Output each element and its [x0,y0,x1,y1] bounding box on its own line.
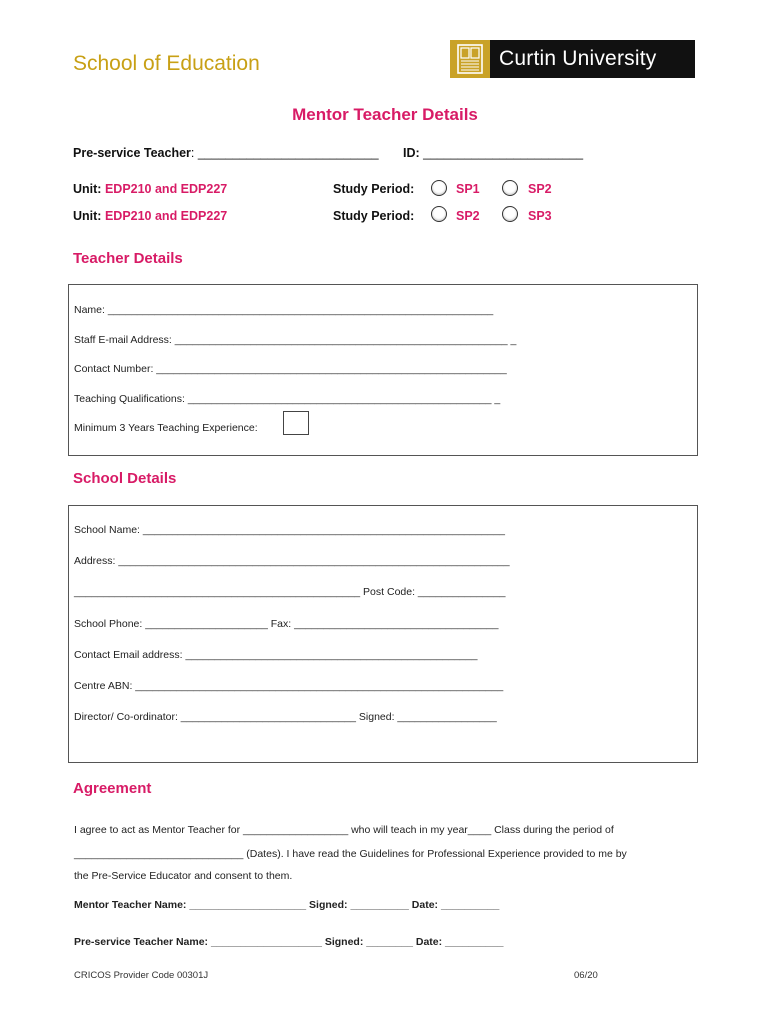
id-line: _______________________ [419,146,584,160]
agreement-heading: Agreement [73,780,152,797]
unit-label: Unit: [73,182,102,196]
experience-label: Minimum 3 Years Teaching Experience: [74,422,258,434]
id-label: ID: [403,146,420,160]
sp2-option-label: SP2 [456,209,480,223]
logo-text: Curtin University [499,47,657,70]
preservice-label: Pre-service Teacher [73,146,191,160]
agreement-line-3: the Pre-Service Educator and consent to them. [74,870,293,882]
teaching-qualifications-field[interactable]: Teaching Qualifications: ____________________________________________________ _ [74,393,501,405]
sp3-radio[interactable] [502,206,518,222]
school-title: School of Education [73,52,260,75]
preservice-signature-line[interactable]: Pre-service Teacher Name: ___________________ Signed: ________ Date: __________ [74,936,504,948]
id-field[interactable] [403,146,583,160]
document-title: Mentor Teacher Details [292,105,478,124]
school-phone-fax-field[interactable]: School Phone: _____________________ Fax: ___________________________________ [74,618,499,630]
unit-value: EDP210 and EDP227 [104,182,228,196]
preservice-line: : __________________________ [190,146,379,160]
unit-row-2 [73,209,227,223]
sp2-option-label: SP2 [528,182,552,196]
unit-value: EDP210 and EDP227 [104,209,228,223]
unit-row-1 [73,182,227,196]
agreement-line-1[interactable]: I agree to act as Mentor Teacher for __________________ who will teach in my year____ Class during the period of [74,824,614,836]
postcode-field[interactable]: _________________________________________________ Post Code: _______________ [74,586,506,598]
school-details-heading: School Details [73,470,177,487]
address-field[interactable]: Address: ___________________________________________________________________ [74,555,510,567]
sp2-radio[interactable] [431,206,447,222]
sp2-radio[interactable] [502,180,518,196]
preservice-teacher-field[interactable] [73,146,379,160]
name-field[interactable]: Name: __________________________________________________________________ [74,304,494,316]
staff-email-field[interactable]: Staff E-mail Address: _________________________________________________________ _ [74,334,517,346]
contact-number-field[interactable]: Contact Number: ____________________________________________________________ [74,363,507,375]
agreement-line-2[interactable]: _____________________________ (Dates). I have read the Guidelines for Professional Experience provided to me by [74,848,627,860]
version-date: 06/20 [574,970,598,981]
crest-icon [450,40,490,78]
curtin-logo [450,40,695,78]
mentor-signature-line[interactable]: Mentor Teacher Name: ____________________ Signed: __________ Date: __________ [74,899,500,911]
cricos-code: CRICOS Provider Code 00301J [74,970,209,981]
experience-checkbox[interactable] [283,411,309,435]
sp1-option-label: SP1 [456,182,480,196]
sp1-radio[interactable] [431,180,447,196]
centre-abn-field[interactable]: Centre ABN: _______________________________________________________________ [74,680,504,692]
teacher-details-heading: Teacher Details [73,250,183,267]
school-name-field[interactable]: School Name: ______________________________________________________________ [74,524,505,536]
school-details-box [68,505,698,763]
study-period-label: Study Period: [333,209,415,223]
unit-label: Unit: [73,209,102,223]
study-period-label: Study Period: [333,182,415,196]
contact-email-field[interactable]: Contact Email address: __________________________________________________ [74,649,478,661]
sp3-option-label: SP3 [528,209,552,223]
director-signed-field[interactable]: Director/ Co-ordinator: ______________________________ Signed: _________________ [74,711,497,723]
